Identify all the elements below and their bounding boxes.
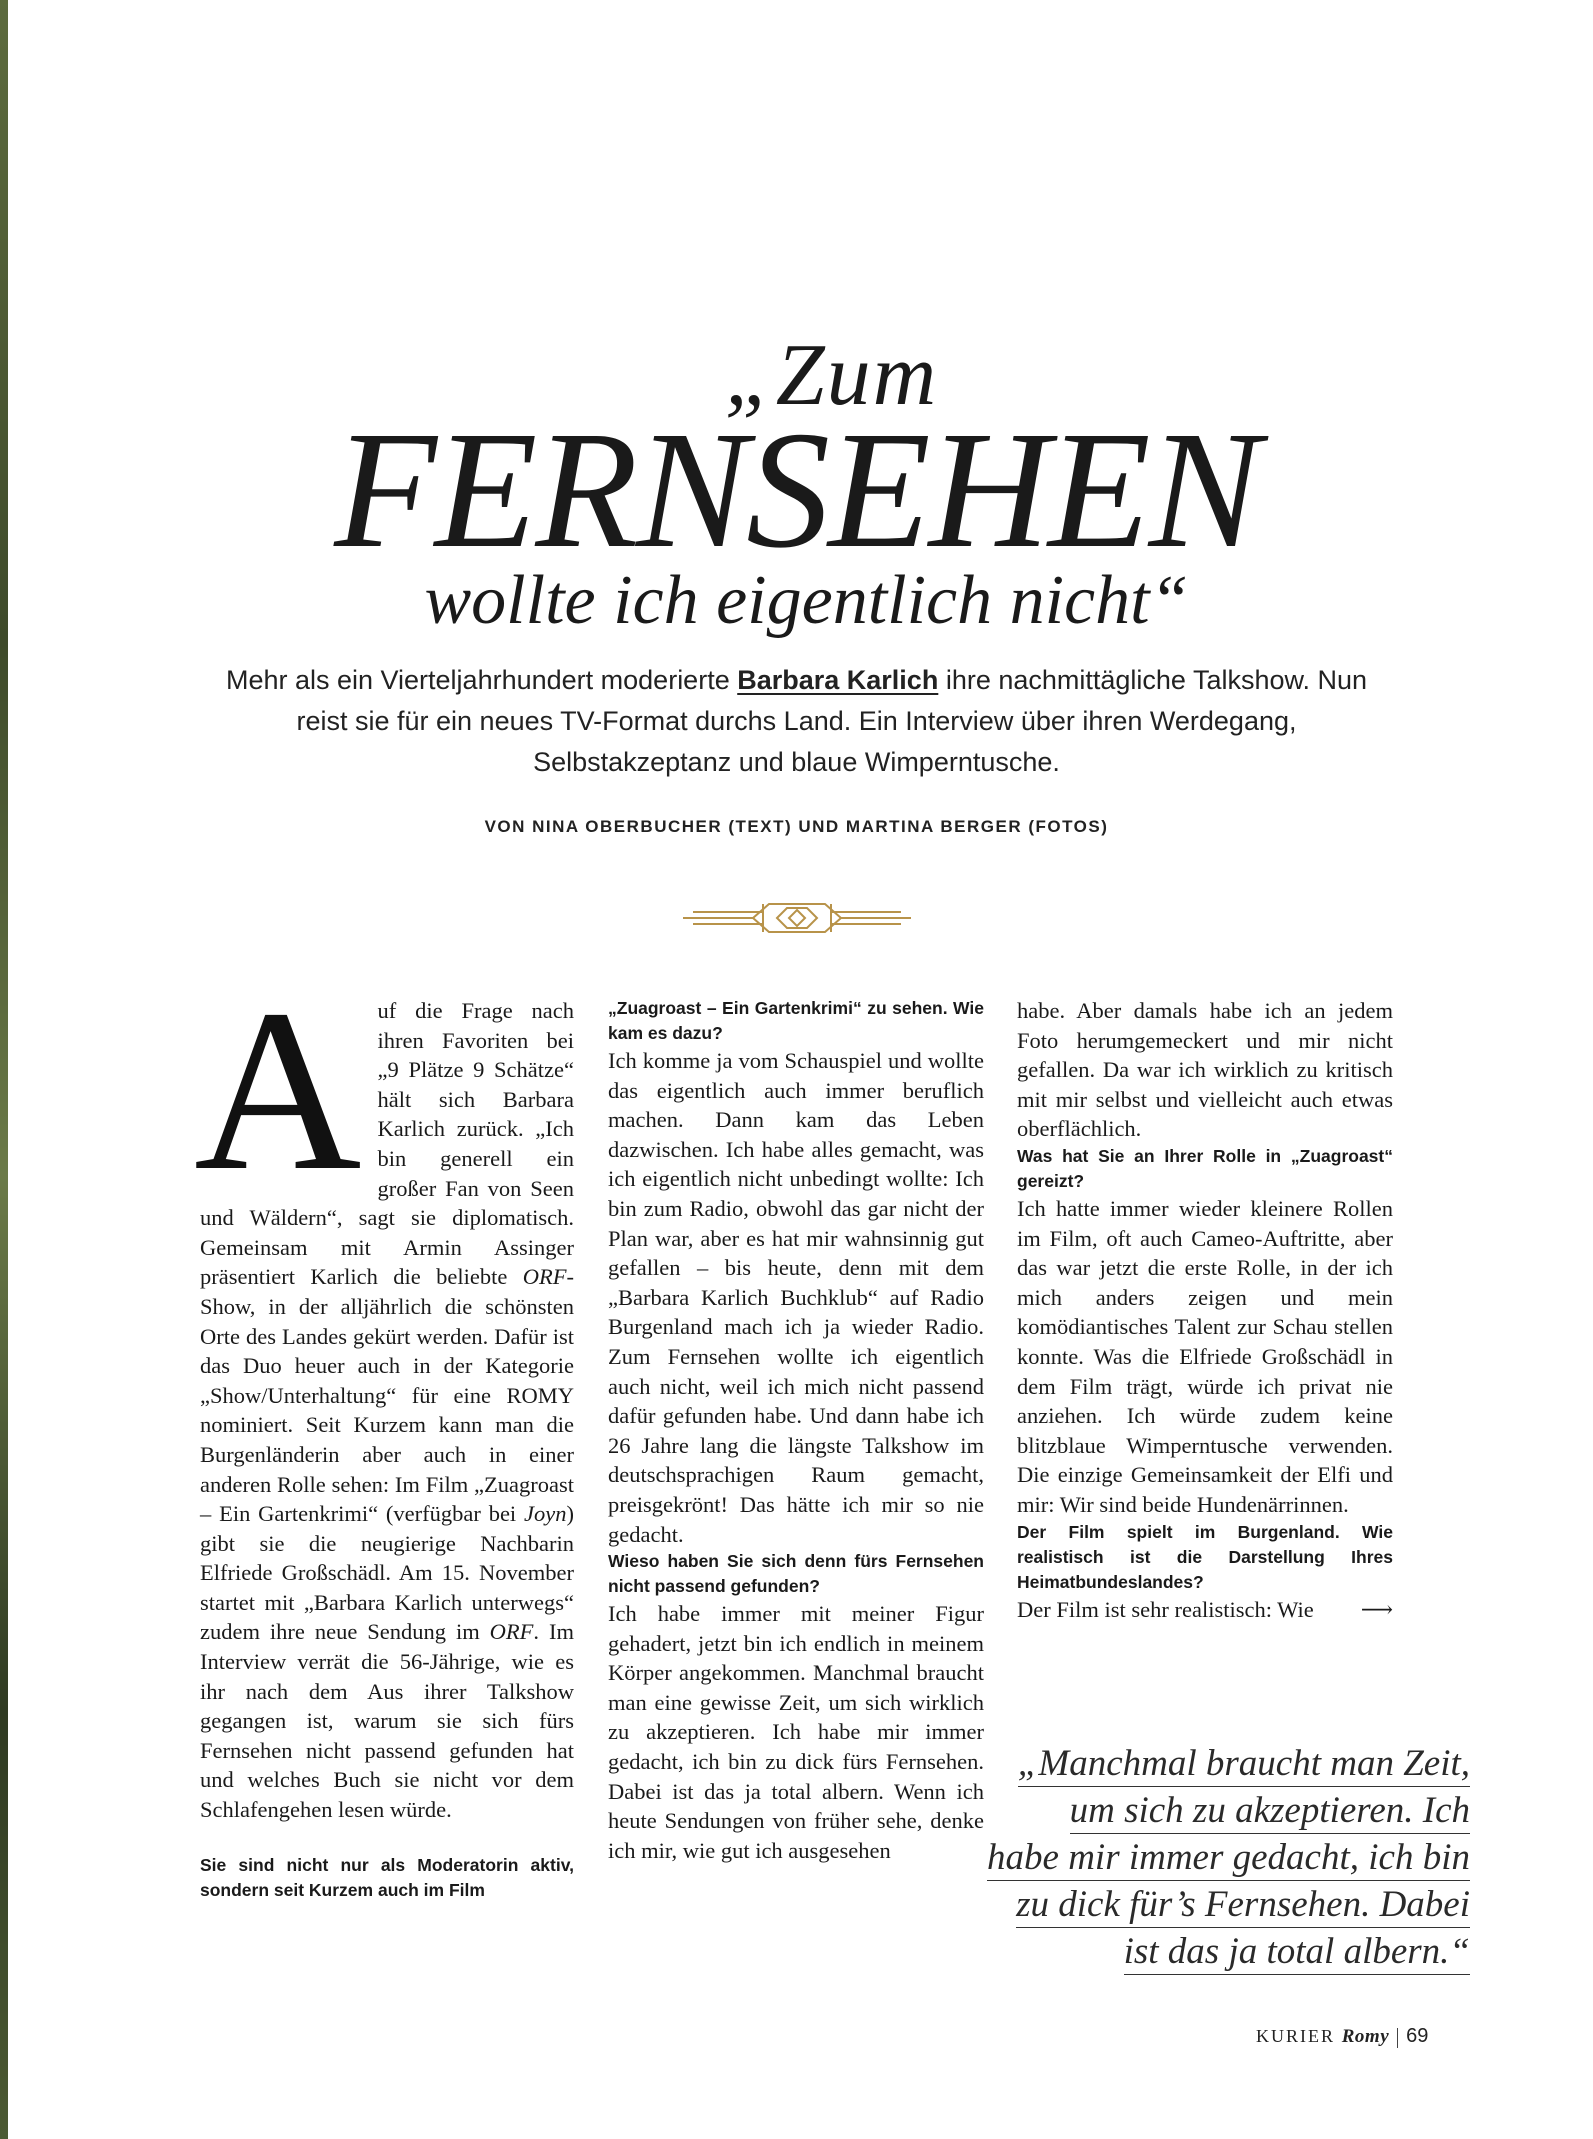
standfirst-text-2: ihre nachmittägliche Talkshow. Nun reist sie für ein neues TV-Format durchs Land. Ein Interview über ihren Werdegang, Selbstakzeptanz und blaue Wimperntusche. <box>296 665 1368 777</box>
intro-orf: ORF <box>522 1264 567 1290</box>
photo-edge-strip <box>0 0 8 2139</box>
intro-joyn: Joyn <box>524 1501 567 1527</box>
long-arrow-right-icon: ⟶ <box>1360 1596 1393 1622</box>
intro-text-3: ) gibt sie die neugierige Nachbarin Elfriede Großschädl. Am 15. November startet mit „Barbara Karlich unterwegs“ zudem ihre neue Sendung im <box>200 1501 574 1645</box>
headline-main: FERNSEHEN <box>334 397 1259 583</box>
article-column-3 <box>1017 996 1393 1624</box>
question-2: Wieso haben Sie sich denn fürs Fernsehen nicht passend gefunden? <box>608 1551 984 1597</box>
headline-line-3: wollte ich eigentlich nicht“ <box>424 562 1189 639</box>
standfirst <box>200 660 1393 783</box>
drop-cap: A <box>194 962 362 1219</box>
answer-3: Ich hatte immer wieder kleinere Rollen im Film, oft auch Cameo-Auftritte, aber das war jetzt die erste Rolle, in der ich mich anders zeigen und mein komödiantisches Talent zur Schau stellen konnte. Was die Elfriede Großschädl in dem Film trägt, würde ich privat nie anziehen. Ich würde zudem keine blitzblaue Wimperntusche verwenden. Die einzige Gemeinsamkeit der Elfi und mir: Wir sind beide Hundenärrinnen. <box>1017 1195 1393 1517</box>
intro-text-1: uf die Frage nach ihren Favoriten bei „9 Plätze 9 Schätze“ hält sich Barbara Karlich zurück. „Ich bin generell ein großer Fan von Seen und Wäldern“, sagt sie diplomatisch. Gemeinsam mit Armin Assinger präsentiert Karlich die beliebte <box>200 998 574 1290</box>
article-column-2 <box>608 996 984 1865</box>
pull-quote-line-text: zu dick für’s Fernsehen. Dabei <box>1016 1884 1470 1928</box>
pull-quote <box>930 1740 1470 1975</box>
art-deco-divider-icon <box>683 898 911 938</box>
answer-4-text: Der Film ist sehr realistisch: Wie <box>1017 1596 1314 1622</box>
question-1-part-2: „Zuagroast – Ein Gartenkrimi“ zu sehen. Wie kam es dazu? <box>608 998 984 1043</box>
page-footer <box>1256 2025 1428 2048</box>
answer-2-continued: habe. Aber damals habe ich an jedem Foto herumgemeckert und mir nicht gefallen. Da war ich wirklich zu kritisch mit mir selbst und vielleicht auch etwas oberflächlich. <box>1017 998 1393 1142</box>
answer-1: Ich komme ja vom Schauspiel und wollte das eigentlich auch immer beruflich machen. Dann kam das Leben dazwischen. Ich habe alles gemacht, was ich eigentlich nicht unbedingt wollte: Ich bin zum Radio, obwohl das gar nicht der Plan war, aber es hat mir wahnsinnig gut gefallen – bis heute, denn mit dem „Barbara Karlich Buchklub“ auf Radio Burgenland mach ich ja wieder Radio. Zum Fernsehen wollte ich eigentlich auch nicht, weil ich mich nicht passend dafür gefunden habe. Und dann habe ich 26 Jahre lang die längste Talkshow im deutschsprachigen Raum gemacht, preisgekrönt! Das hätte ich mir so nie gedacht. <box>608 1048 984 1547</box>
pull-quote-line <box>930 1740 1470 1787</box>
question-4: Der Film spielt im Burgenland. Wie realistisch ist die Darstellung Ihres Heimatbundeslandes? <box>1017 1521 1393 1592</box>
byline: VON NINA OBERBUCHER (TEXT) UND MARTINA BERGER (FOTOS) <box>484 817 1109 836</box>
intro-orf-2: ORF <box>489 1619 534 1645</box>
pull-quote-line-text: habe mir immer gedacht, ich bin <box>987 1837 1470 1881</box>
footer-brand: KURIER <box>1256 2026 1335 2046</box>
question-3: Was hat Sie an Ihrer Rolle in „Zuagroast“ gereizt? <box>1017 1145 1393 1191</box>
pull-quote-line-text: um sich zu akzeptieren. Ich <box>1070 1790 1470 1834</box>
article-column-1 <box>194 962 574 1903</box>
intro-text-2: -Show, in der alljährlich die schönsten Orte des Landes gekürt werden. Dafür ist das Duo heuer auch in der Kategorie „Show/Unterhaltung“ für eine ROMY nominiert. Seit Kurzem kann man die Burgenländerin aber auch in einer anderen Rolle sehen: Im Film „Zuagroast – Ein Gartenkrimi“ (verfügbar bei <box>200 1264 574 1527</box>
pull-quote-line <box>930 1834 1470 1881</box>
pull-quote-line <box>930 1881 1470 1928</box>
answer-2: Ich habe immer mit meiner Figur gehadert, jetzt bin ich endlich in meinem Körper angekommen. Manchmal braucht man eine gewisse Zeit, um sich wirklich zu akzeptieren. Ich habe mir immer gedacht, ich bin zu dick fürs Fernsehen. Dabei ist das ja total albern. Wenn ich heute Sendungen von früher sehe, denke ich mir, wie gut ich ausgesehen <box>608 1601 984 1863</box>
pull-quote-line <box>930 1787 1470 1834</box>
standfirst-name: Barbara Karlich <box>737 665 939 695</box>
page-number: 69 <box>1406 2025 1429 2047</box>
standfirst-text-1: Mehr als ein Vierteljahrhundert moderierte <box>225 665 738 695</box>
answer-4-start <box>1017 1595 1393 1625</box>
pull-quote-line <box>930 1928 1470 1975</box>
intro-text-4: . Im Interview verrät die 56-Jährige, wie es ihr nach dem Aus ihrer Talkshow gegangen ist, warum sie sich fürs Fernsehen nicht passend gefunden hat und welches Buch sie nicht vor dem Schlafengehen lesen würde. <box>200 1619 574 1823</box>
footer-divider <box>1397 2028 1398 2048</box>
pull-quote-line-text: ist das ja total albern.“ <box>1124 1931 1470 1975</box>
footer-magazine: Romy <box>1341 2026 1390 2047</box>
pull-quote-line-text: „Manchmal braucht man Zeit, <box>1018 1743 1470 1787</box>
question-1-part-1: Sie sind nicht nur als Moderatorin aktiv, sondern seit Kurzem auch im Film <box>200 1854 574 1900</box>
headline-line-1: „Zum <box>724 327 939 424</box>
